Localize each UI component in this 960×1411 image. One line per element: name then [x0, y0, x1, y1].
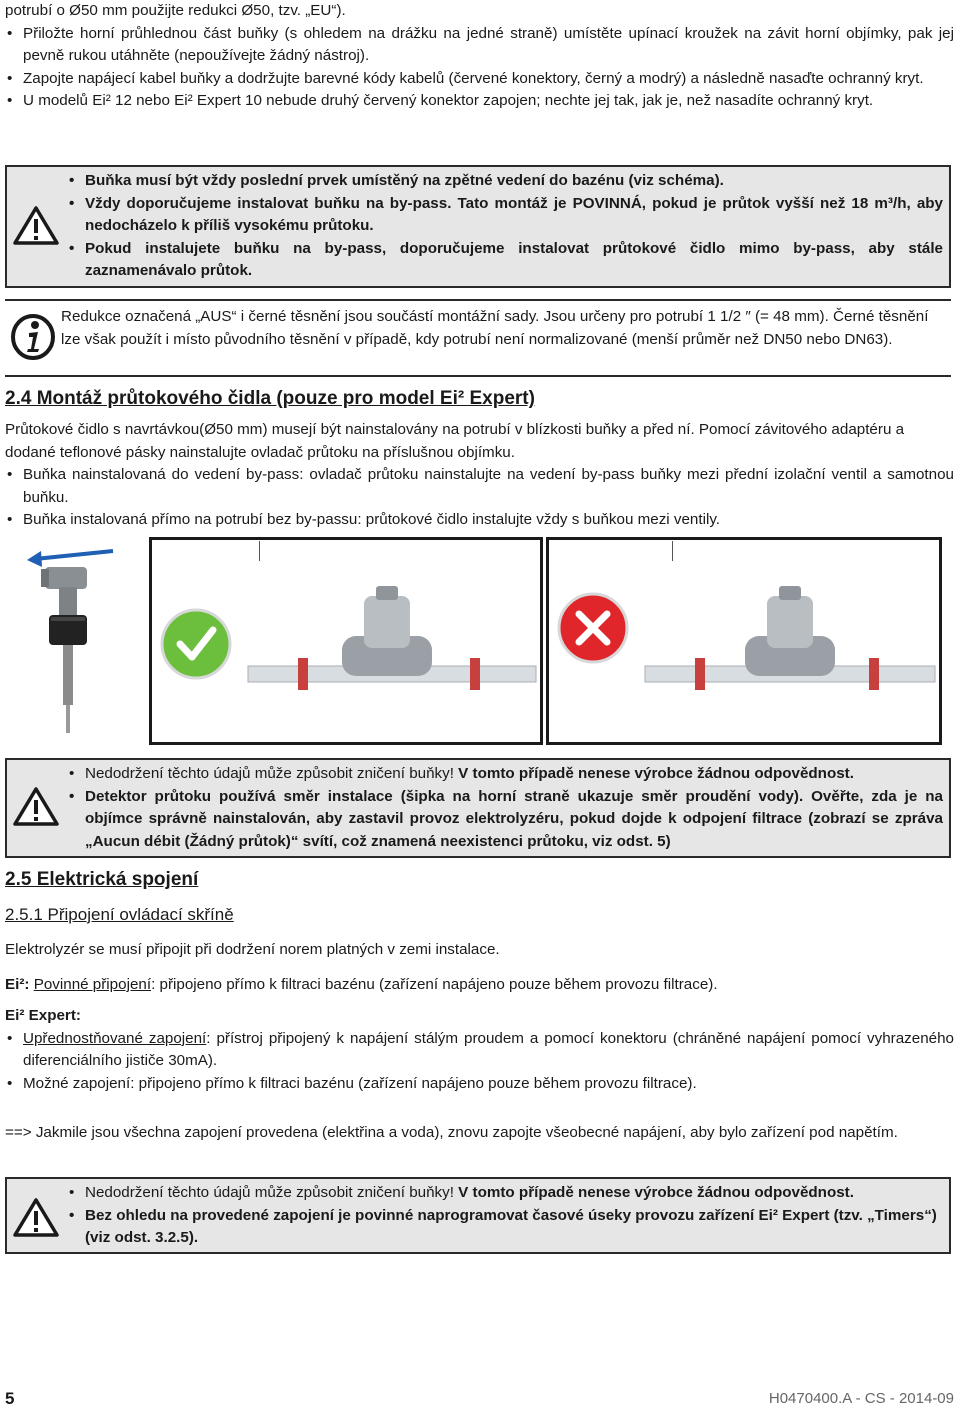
intro-line: potrubí o Ø50 mm použijte redukci Ø50, tzv. „EU“). — [5, 2, 346, 19]
section-2-5-body — [5, 939, 954, 962]
info-icon — [11, 313, 55, 361]
intro-bullet-2: • Zapojte napájecí kabel buňky a dodržujte barevné kódy kabelů (červené konektory, černý a modrý) a následně nasaďte ochranný kryt. — [5, 68, 954, 91]
intro-bullet-1: • Přiložte horní průhlednou část buňky (s ohledem na drážku na jedné straně) umístěte upínací kroužek na závit horní objímky, pak jej pevně rukou utáhněte (nepoužívejte žádný nástroj). — [5, 23, 954, 68]
page-number: 5 — [5, 1389, 15, 1408]
final-note — [5, 1122, 954, 1145]
incorrect-installation-panel — [546, 537, 942, 745]
ei2-label: Ei²: — [5, 976, 30, 993]
separator-tick — [672, 541, 673, 561]
warning2-item-1-bold: V tomto případě nenese výrobce žádnou odpovědnost. — [458, 765, 854, 782]
warning1-item-1: • Buňka musí být vždy poslední prvek umístěný na zpětné vedení do bazénu (viz schéma). — [65, 170, 943, 193]
expert-bullet-1 — [5, 1028, 954, 1073]
intro-section — [5, 0, 954, 113]
section-2-5-paragraph: Elektrolyzér se musí připojit při dodržení norem platných v zemi instalace. — [5, 941, 500, 958]
section-2-5-1-heading: 2.5.1 Připojení ovládací skříně — [5, 905, 234, 924]
section-2-4-bullet-1: • Buňka nainstalovaná do vedení by-pass: ovladač průtoku nainstalujte na vedení by-pass buňky mezi přední izolační ventil a samotnou buňku. — [5, 464, 954, 509]
ei2-mandatory-connection: Povinné připojení — [33, 976, 152, 993]
section-2-4-heading: 2.4 Montáž průtokového čidla (pouze pro model Ei² Expert) — [5, 388, 535, 409]
preferred-connection-text: : přístroj připojený k napájení stálým proudem a pomocí konektoru (chráněné napájení pomocí vyhrazeného diferenciálního jističe 30mA). — [23, 1029, 954, 1069]
document-reference: H0470400.A - CS - 2014-09 — [768, 1390, 954, 1407]
warning3-item-1 — [65, 1182, 943, 1205]
section-2-5-heading: 2.5 Elektrická spojení — [5, 869, 199, 890]
ei2-connection-text: : připojeno přímo k filtraci bazénu (zařízení napájeno pouze během provozu filtrace). — [151, 976, 718, 993]
section-2-4-paragraph: Průtokové čidlo s navrtávkou(Ø50 mm) musejí být nainstalovány na potrubí v blízkosti buňky a před ní. Pomocí závitového adaptéru a dodané teflonové pásky nainstalujte ovladač průtoku na příslušnou objímku. — [5, 421, 905, 461]
ei2-connection — [5, 974, 954, 997]
section-2-4-body — [5, 419, 954, 532]
ei2-expert-label: Ei² Expert: — [5, 1007, 81, 1024]
warning-icon — [13, 1197, 59, 1237]
final-note-text: ==> Jakmile jsou všechna zapojení provedena (elektřina a voda), znovu zapojte všeobecné napájení, aby bylo zařízení pod napětím. — [5, 1124, 898, 1141]
correct-installation-panel — [149, 537, 543, 745]
preferred-connection: Upřednostňované zapojení — [23, 1029, 207, 1047]
section-2-4-bullet-2: • Buňka instalovaná přímo na potrubí bez by-passu: průtokové čidlo instalujte vždy s buňkou mezi ventily. — [5, 509, 954, 532]
info-box — [5, 299, 951, 377]
ei2-expert-connection — [5, 1005, 954, 1095]
ok-check-icon — [162, 610, 230, 678]
warning-box-2 — [5, 758, 951, 858]
info-text: Redukce označená „AUS“ i černé těsnění jsou součástí montážní sady. Jsou určeny pro potrubí 1 1/2 ″ (= 48 mm). Černé těsnění lze však použít i místo původního těsnění v případě, kdy potrubí není normalizované (menší průměr než DN50 nebo DN63). — [61, 308, 929, 348]
warning-box-3 — [5, 1177, 951, 1254]
warning3-item-2: • Bez ohledu na provedené zapojení je povinné naprogramovat časové úseky provozu zařízení Ei² Expert (tzv. „Timers“) (viz odst. 3.2.5). — [65, 1205, 943, 1250]
warning3-item-1-text: Nedodržení těchto údajů může způsobit zničení buňky! — [85, 1184, 459, 1201]
warning-box-1 — [5, 165, 951, 288]
warning1-item-3: • Pokud instalujete buňku na by-pass, doporučujeme instalovat průtokové čidlo mimo by-pass, aby stále zaznamenávalo průtok. — [65, 238, 943, 283]
warning3-item-1-bold: V tomto případě nenese výrobce žádnou odpovědnost. — [458, 1184, 854, 1201]
flow-sensor-image — [5, 537, 141, 745]
warning-icon — [13, 786, 59, 826]
expert-bullet-2: • Možné zapojení: připojeno přímo k filtraci bazénu (zařízení napájeno pouze během provozu filtrace). — [5, 1073, 954, 1096]
warning1-item-2: • Vždy doporučujeme instalovat buňku na by-pass. Tato montáž je POVINNÁ, pokud je průtok vyšší než 18 m³/h, aby nedocházelo k příliš vysokému průtoku. — [65, 193, 943, 238]
warning-icon — [13, 205, 59, 245]
warning2-item-1 — [65, 763, 943, 786]
warning2-item-2: • Detektor průtoku používá směr instalace (šipka na horní straně ukazuje směr proudění vody). Ověřte, zda je na objímce správně nainstalován, aby zastavil provoz elektrolyzéru, pokud dojde k odpojení filtrace (zobrazí se zpráva „Aucun débit (Žádný průtok)“ svítí, což znamená neexistenci průtoku, viz odst. 5) — [65, 786, 943, 854]
intro-bullet-3: • U modelů Ei² 12 nebo Ei² Expert 10 nebude druhý červený konektor zapojen; nechte jej tak, jak je, než nasadíte ochranný kryt. — [5, 90, 954, 113]
separator-tick — [259, 541, 260, 561]
warning2-item-1-text: Nedodržení těchto údajů může způsobit zničení buňky! — [85, 765, 459, 782]
